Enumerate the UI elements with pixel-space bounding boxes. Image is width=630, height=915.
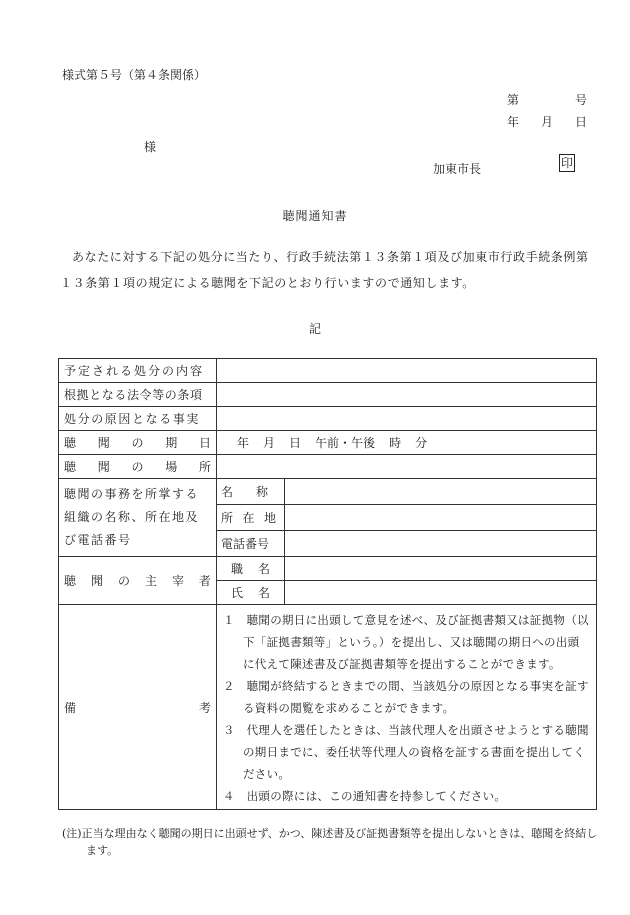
cause-facts-value: [217, 407, 597, 431]
remarks-content: [217, 605, 597, 810]
table-row: [59, 479, 597, 505]
hearing-details-table: [58, 358, 597, 810]
table-row: [59, 383, 597, 407]
issuer: 加東市長: [433, 162, 482, 176]
legal-basis-value: [217, 383, 597, 407]
table-row: [59, 407, 597, 431]
date-year: 年: [507, 115, 520, 129]
doc-no-suffix: 号: [574, 93, 587, 107]
table-row: [59, 431, 597, 455]
ki-heading: 記: [308, 322, 321, 336]
office-name-label: 名 称: [217, 479, 285, 505]
legal-basis-label: 根拠となる法令等の条項: [59, 383, 217, 407]
remark-item-3: ３ 代理人を選任したときは、当該代理人を出頭させようとする聴聞の期日までに、委任状等代理人の資格を証する書面を提出してください。: [223, 723, 589, 781]
seal-mark: 印: [561, 156, 574, 170]
table-row: [59, 605, 597, 810]
hearing-place-label: 聴 聞 の 場 所: [59, 455, 217, 479]
table-row: [59, 455, 597, 479]
document-title: 聴聞通知書: [282, 209, 348, 223]
remarks-label: 備 考: [59, 605, 217, 810]
date-day: 日: [574, 115, 587, 129]
footnote: (注)正当な理由なく聴聞の期日に出頭せず、かつ、陳述書及び証拠書類等を提出しないときは、聴聞を終結します。: [62, 827, 598, 857]
office-name-value: [285, 479, 597, 505]
hearing-date-value: 年 月 日 午前・午後 時 分: [217, 431, 597, 455]
office-phone-label: 電話番号: [217, 531, 285, 557]
cause-facts-label: 処分の原因となる事実: [59, 407, 217, 431]
hearing-place-value: [217, 455, 597, 479]
addressee: 様: [144, 140, 157, 154]
office-label: 聴聞の事務を所掌する組織の名称、所在地及び電話番号: [59, 479, 217, 557]
officer-title-label: 職 名: [217, 557, 285, 581]
doc-no-label: 第: [507, 93, 520, 107]
remark-item-2: ２ 聴聞が終結するときまでの間、当該処分の原因となる事実を証する資料の閲覧を求めることができます。: [223, 679, 589, 715]
planned-disposition-value: [217, 359, 597, 383]
presiding-officer-label: 聴 聞 の 主 宰 者: [59, 557, 217, 605]
office-address-value: [285, 505, 597, 531]
office-address-label: 所 在 地: [217, 505, 285, 531]
table-row: [59, 359, 597, 383]
office-phone-value: [285, 531, 597, 557]
issue-date: [507, 113, 587, 130]
hearing-date-label: 聴 聞 の 期 日: [59, 431, 217, 455]
date-month: 月: [540, 115, 553, 129]
table-row: [59, 557, 597, 581]
planned-disposition-label: 予定される処分の内容: [59, 359, 217, 383]
form-number: 様式第５号（第４条関係）: [62, 68, 207, 82]
officer-name-value: [285, 581, 597, 605]
officer-title-value: [285, 557, 597, 581]
remark-item-1: １ 聴聞の期日に出頭して意見を述べ、及び証拠書類又は証拠物（以下「証拠書類等」という。）を提出し、又は聴聞の期日への出頭に代えて陳述書及び証拠書類等を提出することができます。: [223, 613, 589, 671]
remark-item-4: ４ 出頭の際には、この通知書を持参してください。: [223, 789, 507, 803]
officer-name-label: 氏 名: [217, 581, 285, 605]
intro-paragraph: あなたに対する下記の処分に当たり、行政手続法第１３条第１項及び加東市行政手続条例第１３条第１項の規定による聴聞を下記のとおり行いますので通知します。: [60, 250, 589, 290]
document-number: [507, 91, 587, 108]
